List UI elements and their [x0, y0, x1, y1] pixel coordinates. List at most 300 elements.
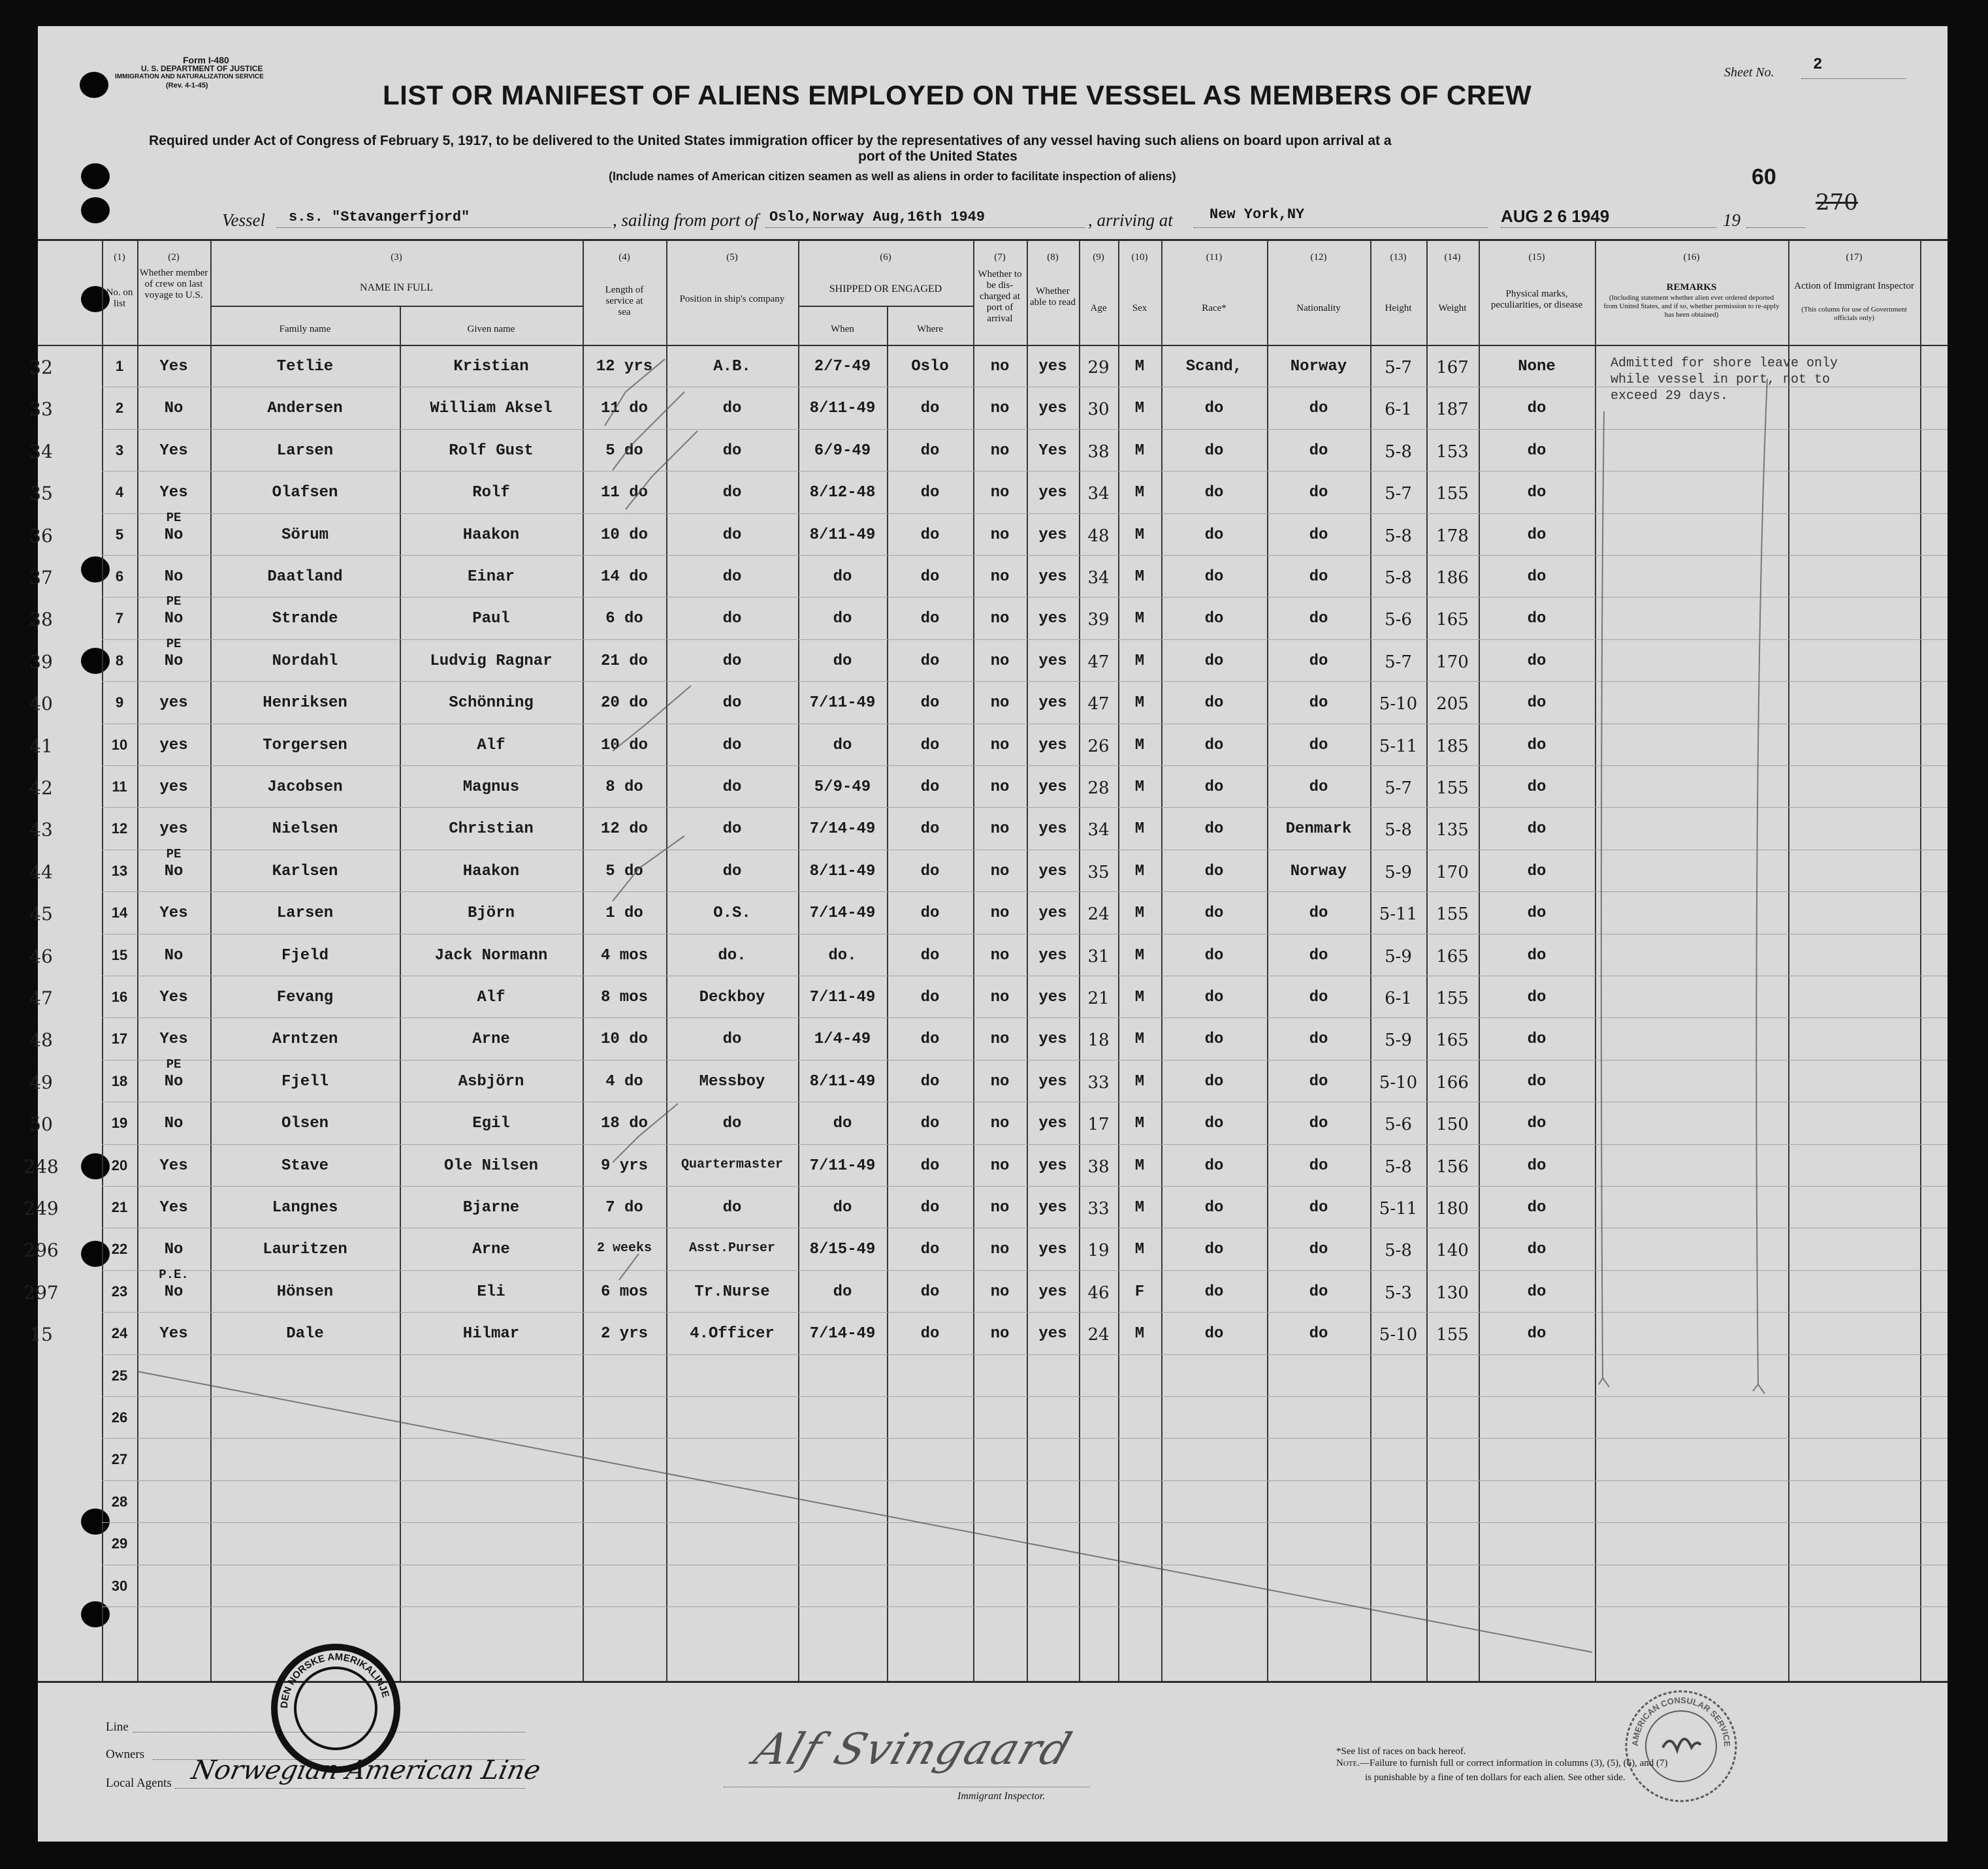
margin-number: 297 [24, 1281, 59, 1303]
col-number: (16) [1683, 252, 1700, 263]
cell-discharged: no [990, 484, 1010, 502]
cell-able-read: yes [1038, 1325, 1067, 1343]
header-sex: Sex [1132, 303, 1147, 313]
cell-height: 5-10 [1379, 1072, 1418, 1093]
cell-given-name: Haakon [462, 862, 520, 880]
cell-able-read: Yes [1038, 441, 1067, 460]
cell-height: 6-1 [1385, 400, 1412, 420]
margin-number: 45 [29, 903, 53, 925]
cell-able-read: yes [1038, 1115, 1067, 1133]
cell-weight: 165 [1436, 946, 1469, 966]
cell-race: do [1204, 1199, 1224, 1217]
cell-height: 5-8 [1385, 1241, 1412, 1261]
cell-height: 5-8 [1385, 820, 1412, 840]
cell-family-name: Sörum [281, 526, 329, 544]
cell-length-service: 12 yrs [596, 358, 653, 375]
row-number: 20 [111, 1157, 128, 1174]
note [1336, 1758, 1668, 1769]
cell-shipped-where: do [920, 736, 940, 754]
cell-height: 5-8 [1385, 1157, 1412, 1177]
cell-length-service: 11 do [600, 400, 648, 418]
header-action-inspector: Action of Immigrant Inspector [1794, 281, 1914, 291]
cell-position: do [722, 1030, 742, 1049]
cell-able-read: yes [1038, 736, 1067, 754]
margin-number: 47 [29, 987, 53, 1009]
cell-height: 5-8 [1385, 568, 1412, 588]
row-number: 3 [115, 441, 124, 458]
inspector-signature: Alf Svingaard [748, 1724, 1079, 1774]
cell-length-service: 4 mos [600, 946, 648, 965]
cell-physical-marks: do [1527, 820, 1547, 839]
cell-age: 35 [1087, 862, 1110, 882]
cell-race: do [1204, 1283, 1224, 1301]
cell-position: Messboy [699, 1072, 765, 1091]
cell-weight: 155 [1436, 1325, 1469, 1345]
cell-family-name: Fevang [276, 989, 334, 1006]
margin-number: 32 [29, 357, 53, 378]
cell-length-service: 9 yrs [600, 1157, 648, 1175]
cell-age: 33 [1087, 1199, 1110, 1219]
cell-given-name: Einar [467, 568, 515, 586]
cell-shipped-when: 7/11-49 [809, 1157, 876, 1175]
cell-given-name: Christian [449, 820, 534, 839]
cell-sex: M [1134, 862, 1145, 880]
col-number: (1) [114, 252, 125, 263]
cell-shipped-when: 6/9-49 [814, 441, 871, 460]
row-number: 8 [115, 652, 124, 669]
pe-mark: P.E. [159, 1267, 189, 1282]
cell-weight: 180 [1436, 1199, 1469, 1219]
cell-position: Quartermaster [681, 1157, 784, 1172]
line-label: Line [106, 1720, 129, 1734]
margin-number: 15 [29, 1324, 53, 1346]
margin-number: 249 [24, 1198, 59, 1219]
cell-sex: M [1134, 1157, 1145, 1175]
cell-given-name: Haakon [462, 526, 520, 544]
cell-position: do [722, 526, 742, 544]
cell-physical-marks: do [1527, 862, 1547, 880]
note-text: —Failure to furnish full or correct information in columns (3), (5), (6), and (7) [1359, 1758, 1668, 1768]
cell-shipped-where: do [920, 1072, 940, 1091]
cell-length-service: 18 do [600, 1115, 648, 1133]
cell-able-read: yes [1038, 946, 1067, 965]
cell-height: 5-3 [1385, 1283, 1412, 1303]
cell-height: 5-7 [1385, 652, 1412, 672]
cell-nationality: do [1309, 1241, 1328, 1259]
cell-able-read: yes [1038, 358, 1067, 375]
cell-shipped-when: do. [828, 946, 857, 965]
cell-given-name: Jack Normann [434, 946, 548, 965]
col-number: (3) [391, 252, 402, 263]
margin-number: 46 [29, 945, 53, 967]
cell-able-read: yes [1038, 1157, 1067, 1175]
cell-race: do [1204, 484, 1224, 502]
row-number: 27 [111, 1451, 128, 1468]
cell-physical-marks: do [1527, 610, 1547, 628]
header-discharged: Whether to be dis-charged at port of arrival [978, 269, 1022, 324]
cell-race: do [1204, 1030, 1224, 1049]
cell-weight: 140 [1436, 1241, 1469, 1261]
cell-age: 34 [1087, 484, 1110, 504]
cell-physical-marks: do [1527, 526, 1547, 544]
cell-nationality: do [1309, 652, 1328, 670]
cell-member-last-voyage: No [164, 610, 184, 628]
cell-length-service: 5 do [605, 862, 643, 880]
header-member-last-voyage: Whether member of crew on last voyage to U.S. [139, 268, 208, 300]
cell-age: 47 [1087, 694, 1110, 714]
cell-height: 5-8 [1385, 441, 1412, 462]
cell-shipped-when: do [833, 568, 852, 586]
cell-able-read: yes [1038, 778, 1067, 796]
header-weight: Weight [1438, 303, 1467, 313]
col-number: (13) [1390, 252, 1407, 263]
sheet-number: 2 [1813, 56, 1823, 74]
cell-weight: 166 [1436, 1072, 1469, 1093]
row-number: 15 [111, 946, 128, 963]
cell-height: 5-6 [1385, 610, 1412, 630]
cell-member-last-voyage: Yes [159, 1030, 188, 1049]
header-when: When [831, 324, 854, 334]
cell-position: Asst.Purser [688, 1241, 776, 1256]
owners-label: Owners [106, 1748, 145, 1761]
cell-family-name: Arntzen [272, 1030, 338, 1049]
cell-physical-marks: do [1527, 652, 1547, 670]
row-number: 22 [111, 1241, 128, 1258]
cell-length-service: 8 do [605, 778, 643, 796]
row-number: 26 [111, 1409, 128, 1426]
cell-member-last-voyage: No [164, 526, 184, 544]
pencil-marks [38, 26, 1948, 1842]
cell-age: 33 [1087, 1072, 1110, 1093]
cell-member-last-voyage: No [164, 400, 184, 418]
cell-weight: 167 [1436, 358, 1469, 377]
cell-position: do [722, 1199, 742, 1217]
cell-able-read: yes [1038, 904, 1067, 923]
cell-height: 5-11 [1379, 1199, 1418, 1219]
cell-weight: 178 [1436, 526, 1469, 546]
row-number: 14 [111, 904, 128, 921]
cell-shipped-where: do [920, 1030, 940, 1049]
cell-length-service: 1 do [605, 904, 643, 923]
cell-given-name: Ole Nilsen [443, 1157, 539, 1175]
row-number: 23 [111, 1283, 128, 1300]
cell-nationality: do [1309, 526, 1328, 544]
cell-member-last-voyage: No [164, 1283, 184, 1301]
cell-shipped-when: 7/11-49 [809, 989, 876, 1006]
row-number: 1 [115, 358, 124, 374]
cell-weight: 156 [1436, 1157, 1469, 1177]
cell-age: 18 [1087, 1030, 1110, 1051]
cell-shipped-where: do [920, 1157, 940, 1175]
cell-nationality: do [1309, 1157, 1328, 1175]
cell-sex: M [1134, 1115, 1145, 1133]
cell-shipped-when: 7/11-49 [809, 694, 876, 712]
cell-discharged: no [990, 946, 1010, 965]
cell-sex: M [1134, 820, 1145, 839]
header-physical-marks: Physical marks, peculiarities, or disease [1490, 289, 1583, 310]
cell-shipped-when: 8/11-49 [809, 1072, 876, 1091]
cell-shipped-when: 8/15-49 [809, 1241, 876, 1259]
cell-physical-marks: do [1527, 1115, 1547, 1133]
cell-length-service: 14 do [600, 568, 648, 586]
cell-member-last-voyage: Yes [159, 989, 188, 1006]
inspector-label: Immigrant Inspector. [957, 1791, 1046, 1802]
cell-discharged: no [990, 1157, 1010, 1175]
cell-given-name: Magnus [462, 778, 520, 796]
cell-member-last-voyage: No [164, 1115, 184, 1133]
cell-discharged: no [990, 1072, 1010, 1091]
cell-given-name: Rolf Gust [449, 441, 534, 460]
cell-nationality: do [1309, 484, 1328, 502]
cell-height: 5-7 [1385, 778, 1412, 798]
cell-height: 5-7 [1385, 484, 1412, 504]
cell-able-read: yes [1038, 484, 1067, 502]
cell-weight: 155 [1436, 484, 1469, 504]
arriving-port: New York,NY [1210, 206, 1305, 223]
year-label: 19 [1723, 210, 1740, 230]
col-number: (11) [1206, 252, 1223, 263]
row-number: 30 [111, 1577, 128, 1594]
cell-race: do [1204, 778, 1224, 796]
cell-length-service: 21 do [600, 652, 648, 670]
cell-race: do [1204, 862, 1224, 880]
arrival-date-stamp: AUG 2 6 1949 [1501, 206, 1610, 226]
col-number: (17) [1846, 252, 1863, 263]
cell-member-last-voyage: Yes [159, 484, 188, 502]
cell-position: 4.Officer [690, 1325, 775, 1343]
cell-age: 31 [1087, 946, 1110, 966]
cell-discharged: no [990, 652, 1010, 670]
cell-discharged: no [990, 1325, 1010, 1343]
consular-stamp-text: AMERICAN CONSULAR SERVICE [1629, 1695, 1733, 1748]
row-number: 21 [111, 1199, 128, 1215]
cell-family-name: Lauritzen [263, 1241, 347, 1259]
cell-race: do [1204, 400, 1224, 418]
cell-length-service: 2 weeks [596, 1241, 652, 1256]
cell-age: 21 [1087, 989, 1110, 1008]
header-family-name: Family name [279, 324, 331, 334]
cell-able-read: yes [1038, 526, 1067, 544]
margin-number: 248 [24, 1155, 59, 1177]
col-number: (6) [880, 252, 891, 263]
cell-family-name: Langnes [272, 1199, 338, 1217]
cell-given-name: Paul [472, 610, 510, 628]
cell-member-last-voyage: No [164, 652, 184, 670]
cell-shipped-when: 8/12-48 [809, 484, 876, 502]
cell-sex: M [1134, 1199, 1145, 1217]
cell-member-last-voyage: No [164, 1072, 184, 1091]
cell-family-name: Henriksen [263, 694, 347, 712]
margin-number: 43 [29, 819, 53, 841]
cell-race: do [1204, 1325, 1224, 1343]
cell-sex: M [1134, 1072, 1145, 1091]
cell-sex: F [1134, 1283, 1145, 1301]
header-height: Height [1385, 303, 1412, 313]
cell-family-name: Daatland [267, 568, 343, 586]
cell-member-last-voyage: yes [159, 820, 188, 839]
cell-height: 5-6 [1385, 1115, 1412, 1135]
cell-physical-marks: do [1527, 946, 1547, 965]
cell-nationality: do [1309, 568, 1328, 586]
row-number: 9 [115, 694, 124, 711]
cell-member-last-voyage: Yes [159, 1157, 188, 1175]
cell-position: O.S. [713, 904, 751, 923]
cell-shipped-where: do [920, 1115, 940, 1133]
cell-family-name: Larsen [276, 904, 334, 923]
cell-shipped-where: do [920, 652, 940, 670]
cell-shipped-where: do [920, 400, 940, 418]
cell-race: do [1204, 736, 1224, 754]
header-age: Age [1090, 303, 1107, 313]
cell-length-service: 6 do [605, 610, 643, 628]
agents-label: Local Agents [106, 1776, 172, 1790]
cell-age: 17 [1087, 1115, 1110, 1135]
row-number: 17 [111, 1030, 128, 1047]
cell-position: do [722, 736, 742, 754]
cell-race: do [1204, 989, 1224, 1006]
cell-position: do [722, 652, 742, 670]
cell-given-name: Ludvig Ragnar [430, 652, 553, 670]
cell-given-name: Alf [477, 736, 505, 754]
margin-number: 38 [29, 609, 53, 631]
cell-age: 38 [1087, 441, 1110, 462]
header-position: Position in ship's company [679, 294, 785, 304]
sheet-label: Sheet No. [1724, 65, 1774, 80]
cell-age: 24 [1087, 1325, 1110, 1345]
agents-signature: Norwegian American Line [189, 1755, 543, 1785]
cell-height: 6-1 [1385, 989, 1412, 1008]
cell-discharged: no [990, 1199, 1010, 1217]
row-number: 18 [111, 1072, 128, 1089]
cell-race: do [1204, 610, 1224, 628]
cell-nationality: Norway [1290, 862, 1347, 880]
cell-member-last-voyage: yes [159, 736, 188, 754]
cell-given-name: Alf [477, 989, 505, 1006]
cell-height: 5-9 [1385, 946, 1412, 966]
sailing-port: Oslo,Norway Aug,16th 1949 [769, 209, 986, 225]
cell-sex: M [1134, 694, 1145, 712]
cell-weight: 205 [1436, 694, 1469, 714]
row-number: 12 [111, 820, 128, 837]
note-label: Note. [1336, 1758, 1360, 1768]
cell-member-last-voyage: Yes [159, 904, 188, 923]
header-race: Race* [1202, 303, 1226, 313]
margin-number: 50 [29, 1113, 53, 1136]
cell-nationality: Norway [1290, 358, 1347, 375]
header-shipped-engaged: SHIPPED OR ENGAGED [829, 283, 942, 295]
cell-position: Tr.Nurse [694, 1283, 770, 1301]
margin-number: 34 [29, 440, 53, 462]
cell-age: 19 [1087, 1241, 1110, 1261]
cell-nationality: do [1309, 441, 1328, 460]
cell-given-name: William Aksel [430, 400, 553, 418]
cell-able-read: yes [1038, 1199, 1067, 1217]
cell-weight: 185 [1436, 736, 1469, 756]
cell-shipped-where: do [920, 1325, 940, 1343]
cell-shipped-where: do [920, 484, 940, 502]
col-number: (2) [168, 252, 180, 263]
cell-race: Scand, [1185, 358, 1243, 375]
header-length-service: Length of service at sea [605, 285, 644, 317]
pe-mark: PE [166, 636, 182, 651]
cell-discharged: no [990, 989, 1010, 1006]
cell-length-service: 7 do [605, 1199, 643, 1217]
margin-number: 39 [29, 650, 53, 673]
cell-member-last-voyage: Yes [159, 441, 188, 460]
line-stamp [270, 1643, 401, 1774]
cell-nationality: do [1309, 610, 1328, 628]
consular-stamp [1622, 1687, 1740, 1805]
cell-sex: M [1134, 946, 1145, 965]
row-number: 28 [111, 1493, 128, 1510]
cell-nationality: do [1309, 1199, 1328, 1217]
line-stamp-text: DEN NORSKE AMERIKALINJE [278, 1651, 391, 1709]
cell-weight: 155 [1436, 989, 1469, 1008]
row-number: 5 [115, 526, 124, 543]
cell-discharged: no [990, 736, 1010, 754]
cell-physical-marks: None [1518, 358, 1556, 375]
margin-number: 40 [29, 693, 53, 715]
cell-height: 5-7 [1385, 358, 1412, 377]
cell-shipped-when: 8/11-49 [809, 862, 876, 880]
cell-shipped-where: do [920, 610, 940, 628]
cell-shipped-where: do [920, 862, 940, 880]
cell-shipped-when: 1/4-49 [814, 1030, 871, 1049]
cell-family-name: Dale [286, 1325, 324, 1343]
row-number: 24 [111, 1325, 128, 1342]
pe-mark: PE [166, 510, 182, 525]
cell-sex: M [1134, 568, 1145, 586]
cell-family-name: Nielsen [272, 820, 338, 839]
col-number: (7) [994, 252, 1006, 263]
cell-sex: M [1134, 484, 1145, 502]
cell-height: 5-9 [1385, 862, 1412, 882]
cell-weight: 165 [1436, 1030, 1469, 1051]
cell-race: do [1204, 1072, 1224, 1091]
cell-given-name: Rolf [472, 484, 510, 502]
cell-nationality: do [1309, 1115, 1328, 1133]
cell-member-last-voyage: Yes [159, 358, 188, 375]
cell-discharged: no [990, 694, 1010, 712]
cell-physical-marks: do [1527, 568, 1547, 586]
page-mark-struck: 270 [1816, 189, 1858, 216]
cell-position: do [722, 441, 742, 460]
cell-discharged: no [990, 400, 1010, 418]
cell-physical-marks: do [1527, 1157, 1547, 1175]
cell-sex: M [1134, 736, 1145, 754]
row-number: 10 [111, 736, 128, 753]
cell-shipped-where: do [920, 778, 940, 796]
col-number: (4) [618, 252, 630, 263]
cell-able-read: yes [1038, 652, 1067, 670]
cell-discharged: no [990, 1241, 1010, 1259]
cell-shipped-where: do [920, 526, 940, 544]
cell-race: do [1204, 1241, 1224, 1259]
cell-physical-marks: do [1527, 484, 1547, 502]
cell-given-name: Egil [472, 1115, 510, 1133]
cell-shipped-when: 8/11-49 [809, 526, 876, 544]
cell-member-last-voyage: yes [159, 694, 188, 712]
cell-weight: 135 [1436, 820, 1469, 840]
cell-age: 34 [1087, 568, 1110, 588]
cell-position: do [722, 778, 742, 796]
cell-shipped-where: do [920, 1241, 940, 1259]
cell-discharged: no [990, 610, 1010, 628]
cell-family-name: Karlsen [272, 862, 338, 880]
cell-member-last-voyage: No [164, 946, 184, 965]
cell-nationality: do [1309, 778, 1328, 796]
cell-height: 5-10 [1379, 1325, 1418, 1345]
